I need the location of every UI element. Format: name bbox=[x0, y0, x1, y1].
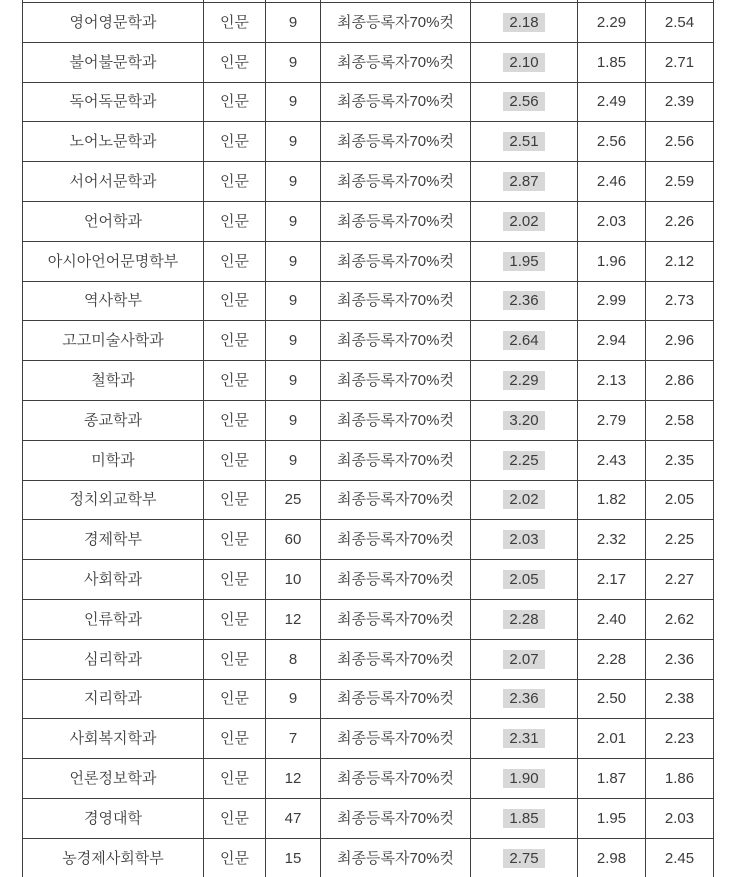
track-cell: 인문 bbox=[204, 122, 266, 162]
quota-cell: 12 bbox=[266, 599, 321, 639]
cut-cell bbox=[471, 361, 578, 401]
cut-highlight: 2.75 bbox=[503, 849, 544, 868]
table-row bbox=[23, 400, 714, 440]
score-b-cell: 1.82 bbox=[578, 480, 646, 520]
cut-cell bbox=[471, 798, 578, 838]
cut-highlight: 2.05 bbox=[503, 570, 544, 589]
score-b-cell: 1.87 bbox=[578, 759, 646, 799]
track-cell: 인문 bbox=[204, 759, 266, 799]
score-c-cell: 2.54 bbox=[646, 3, 714, 43]
quota-cell: 9 bbox=[266, 82, 321, 122]
department-cell: 지리학과 bbox=[23, 679, 204, 719]
criteria-cell: 최종등록자70%컷 bbox=[321, 838, 471, 877]
cut-cell bbox=[471, 281, 578, 321]
cut-cell bbox=[471, 759, 578, 799]
score-c-cell: 2.56 bbox=[646, 122, 714, 162]
score-c-cell: 2.25 bbox=[646, 520, 714, 560]
quota-cell: 9 bbox=[266, 440, 321, 480]
criteria-cell: 최종등록자70%컷 bbox=[321, 281, 471, 321]
quota-cell: 8 bbox=[266, 639, 321, 679]
cut-highlight: 2.28 bbox=[503, 610, 544, 629]
score-b-cell: 2.29 bbox=[578, 3, 646, 43]
table-row bbox=[23, 520, 714, 560]
quota-cell: 9 bbox=[266, 400, 321, 440]
track-cell: 인문 bbox=[204, 679, 266, 719]
track-cell: 인문 bbox=[204, 162, 266, 202]
department-cell: 노어노문학과 bbox=[23, 122, 204, 162]
score-c-cell: 2.62 bbox=[646, 599, 714, 639]
track-cell: 인문 bbox=[204, 798, 266, 838]
quota-cell: 15 bbox=[266, 838, 321, 877]
table-row bbox=[23, 759, 714, 799]
table-row bbox=[23, 679, 714, 719]
criteria-cell: 최종등록자70%컷 bbox=[321, 42, 471, 82]
admission-table-body bbox=[23, 0, 714, 877]
department-cell: 역사학부 bbox=[23, 281, 204, 321]
criteria-cell: 최종등록자70%컷 bbox=[321, 201, 471, 241]
cut-highlight: 2.64 bbox=[503, 331, 544, 350]
table-row bbox=[23, 321, 714, 361]
score-c-cell: 2.39 bbox=[646, 82, 714, 122]
quota-cell: 9 bbox=[266, 679, 321, 719]
score-b-cell: 2.50 bbox=[578, 679, 646, 719]
score-c-cell: 2.36 bbox=[646, 639, 714, 679]
score-c-cell: 2.12 bbox=[646, 241, 714, 281]
score-b-cell: 2.43 bbox=[578, 440, 646, 480]
track-cell: 인문 bbox=[204, 42, 266, 82]
score-c-cell: 2.35 bbox=[646, 440, 714, 480]
track-cell: 인문 bbox=[204, 560, 266, 600]
score-b-cell: 2.98 bbox=[578, 838, 646, 877]
cut-cell bbox=[471, 480, 578, 520]
score-c-cell: 2.59 bbox=[646, 162, 714, 202]
track-cell: 인문 bbox=[204, 281, 266, 321]
criteria-cell: 최종등록자70%컷 bbox=[321, 321, 471, 361]
score-b-cell: 2.79 bbox=[578, 400, 646, 440]
department-cell: 사회복지학과 bbox=[23, 719, 204, 759]
score-c-cell: 2.26 bbox=[646, 201, 714, 241]
criteria-cell: 최종등록자70%컷 bbox=[321, 599, 471, 639]
score-c-cell: 2.05 bbox=[646, 480, 714, 520]
score-b-cell: 2.17 bbox=[578, 560, 646, 600]
cut-highlight: 2.02 bbox=[503, 490, 544, 509]
cut-cell bbox=[471, 679, 578, 719]
cut-cell bbox=[471, 639, 578, 679]
department-cell: 언론정보학과 bbox=[23, 759, 204, 799]
quota-cell: 9 bbox=[266, 42, 321, 82]
cut-cell bbox=[471, 719, 578, 759]
quota-cell: 7 bbox=[266, 719, 321, 759]
cut-highlight: 2.07 bbox=[503, 650, 544, 669]
track-cell: 인문 bbox=[204, 440, 266, 480]
table-row bbox=[23, 42, 714, 82]
criteria-cell: 최종등록자70%컷 bbox=[321, 3, 471, 43]
table-row bbox=[23, 599, 714, 639]
department-cell: 고고미술사학과 bbox=[23, 321, 204, 361]
criteria-cell: 최종등록자70%컷 bbox=[321, 400, 471, 440]
criteria-cell: 최종등록자70%컷 bbox=[321, 560, 471, 600]
table-row bbox=[23, 560, 714, 600]
cut-highlight: 2.36 bbox=[503, 689, 544, 708]
quota-cell: 9 bbox=[266, 281, 321, 321]
score-b-cell: 2.03 bbox=[578, 201, 646, 241]
criteria-cell: 최종등록자70%컷 bbox=[321, 679, 471, 719]
score-b-cell: 2.28 bbox=[578, 639, 646, 679]
track-cell: 인문 bbox=[204, 599, 266, 639]
cut-cell bbox=[471, 241, 578, 281]
cut-cell bbox=[471, 82, 578, 122]
cut-highlight: 2.25 bbox=[503, 451, 544, 470]
cut-cell bbox=[471, 520, 578, 560]
cut-highlight: 3.20 bbox=[503, 411, 544, 430]
cut-cell bbox=[471, 162, 578, 202]
quota-cell: 47 bbox=[266, 798, 321, 838]
table-row bbox=[23, 719, 714, 759]
score-c-cell: 2.58 bbox=[646, 400, 714, 440]
cut-highlight: 2.03 bbox=[503, 530, 544, 549]
criteria-cell: 최종등록자70%컷 bbox=[321, 759, 471, 799]
cut-highlight: 2.29 bbox=[503, 371, 544, 390]
track-cell: 인문 bbox=[204, 241, 266, 281]
department-cell: 인류학과 bbox=[23, 599, 204, 639]
criteria-cell: 최종등록자70%컷 bbox=[321, 480, 471, 520]
score-c-cell: 2.23 bbox=[646, 719, 714, 759]
score-b-cell: 2.01 bbox=[578, 719, 646, 759]
table-row bbox=[23, 480, 714, 520]
table-row bbox=[23, 122, 714, 162]
criteria-cell: 최종등록자70%컷 bbox=[321, 361, 471, 401]
track-cell: 인문 bbox=[204, 838, 266, 877]
criteria-cell: 최종등록자70%컷 bbox=[321, 122, 471, 162]
quota-cell: 25 bbox=[266, 480, 321, 520]
criteria-cell: 최종등록자70%컷 bbox=[321, 639, 471, 679]
quota-cell: 9 bbox=[266, 241, 321, 281]
quota-cell: 9 bbox=[266, 201, 321, 241]
department-cell: 언어학과 bbox=[23, 201, 204, 241]
table-row bbox=[23, 162, 714, 202]
track-cell: 인문 bbox=[204, 201, 266, 241]
score-b-cell: 2.32 bbox=[578, 520, 646, 560]
cut-cell bbox=[471, 42, 578, 82]
table-row bbox=[23, 281, 714, 321]
track-cell: 인문 bbox=[204, 480, 266, 520]
department-cell: 심리학과 bbox=[23, 639, 204, 679]
cut-cell bbox=[471, 122, 578, 162]
department-cell: 경제학부 bbox=[23, 520, 204, 560]
cut-cell bbox=[471, 560, 578, 600]
criteria-cell: 최종등록자70%컷 bbox=[321, 719, 471, 759]
track-cell: 인문 bbox=[204, 82, 266, 122]
department-cell: 아시아언어문명학부 bbox=[23, 241, 204, 281]
department-cell: 미학과 bbox=[23, 440, 204, 480]
score-b-cell: 2.46 bbox=[578, 162, 646, 202]
cut-highlight: 2.36 bbox=[503, 291, 544, 310]
table-row bbox=[23, 838, 714, 877]
track-cell: 인문 bbox=[204, 3, 266, 43]
score-c-cell: 2.27 bbox=[646, 560, 714, 600]
score-b-cell: 2.13 bbox=[578, 361, 646, 401]
table-row bbox=[23, 82, 714, 122]
score-b-cell: 1.96 bbox=[578, 241, 646, 281]
track-cell: 인문 bbox=[204, 400, 266, 440]
score-c-cell: 2.71 bbox=[646, 42, 714, 82]
table-row bbox=[23, 798, 714, 838]
cut-highlight: 1.95 bbox=[503, 252, 544, 271]
department-cell: 사회학과 bbox=[23, 560, 204, 600]
department-cell: 불어불문학과 bbox=[23, 42, 204, 82]
cut-highlight: 2.87 bbox=[503, 172, 544, 191]
quota-cell: 9 bbox=[266, 162, 321, 202]
department-cell: 철학과 bbox=[23, 361, 204, 401]
criteria-cell: 최종등록자70%컷 bbox=[321, 241, 471, 281]
cut-cell bbox=[471, 400, 578, 440]
criteria-cell: 최종등록자70%컷 bbox=[321, 440, 471, 480]
table-row bbox=[23, 3, 714, 43]
table-row bbox=[23, 440, 714, 480]
quota-cell: 9 bbox=[266, 122, 321, 162]
track-cell: 인문 bbox=[204, 361, 266, 401]
cut-highlight: 1.85 bbox=[503, 809, 544, 828]
table-row bbox=[23, 241, 714, 281]
criteria-cell: 최종등록자70%컷 bbox=[321, 82, 471, 122]
quota-cell: 9 bbox=[266, 361, 321, 401]
track-cell: 인문 bbox=[204, 520, 266, 560]
department-cell: 농경제사회학부 bbox=[23, 838, 204, 877]
quota-cell: 10 bbox=[266, 560, 321, 600]
track-cell: 인문 bbox=[204, 719, 266, 759]
score-b-cell: 2.94 bbox=[578, 321, 646, 361]
department-cell: 서어서문학과 bbox=[23, 162, 204, 202]
department-cell: 영어영문학과 bbox=[23, 3, 204, 43]
score-b-cell: 2.56 bbox=[578, 122, 646, 162]
score-c-cell: 2.73 bbox=[646, 281, 714, 321]
quota-cell: 60 bbox=[266, 520, 321, 560]
score-c-cell: 1.86 bbox=[646, 759, 714, 799]
quota-cell: 9 bbox=[266, 3, 321, 43]
table-row bbox=[23, 201, 714, 241]
cut-highlight: 1.90 bbox=[503, 769, 544, 788]
quota-cell: 12 bbox=[266, 759, 321, 799]
score-c-cell: 2.86 bbox=[646, 361, 714, 401]
score-c-cell: 2.38 bbox=[646, 679, 714, 719]
criteria-cell: 최종등록자70%컷 bbox=[321, 162, 471, 202]
table-row bbox=[23, 361, 714, 401]
score-c-cell: 2.03 bbox=[646, 798, 714, 838]
cut-cell bbox=[471, 440, 578, 480]
cut-cell bbox=[471, 321, 578, 361]
cut-highlight: 2.02 bbox=[503, 212, 544, 231]
quota-cell: 9 bbox=[266, 321, 321, 361]
department-cell: 종교학과 bbox=[23, 400, 204, 440]
admission-table bbox=[22, 0, 714, 877]
track-cell: 인문 bbox=[204, 639, 266, 679]
score-b-cell: 1.95 bbox=[578, 798, 646, 838]
cut-highlight: 2.31 bbox=[503, 729, 544, 748]
cut-cell bbox=[471, 3, 578, 43]
cut-highlight: 2.10 bbox=[503, 53, 544, 72]
cut-cell bbox=[471, 838, 578, 877]
criteria-cell: 최종등록자70%컷 bbox=[321, 520, 471, 560]
cut-cell bbox=[471, 599, 578, 639]
score-c-cell: 2.45 bbox=[646, 838, 714, 877]
score-b-cell: 2.99 bbox=[578, 281, 646, 321]
cut-highlight: 2.18 bbox=[503, 13, 544, 32]
cut-highlight: 2.51 bbox=[503, 132, 544, 151]
department-cell: 경영대학 bbox=[23, 798, 204, 838]
department-cell: 독어독문학과 bbox=[23, 82, 204, 122]
score-b-cell: 1.85 bbox=[578, 42, 646, 82]
track-cell: 인문 bbox=[204, 321, 266, 361]
cut-highlight: 2.56 bbox=[503, 92, 544, 111]
score-b-cell: 2.40 bbox=[578, 599, 646, 639]
table-row bbox=[23, 639, 714, 679]
criteria-cell: 최종등록자70%컷 bbox=[321, 798, 471, 838]
cut-cell bbox=[471, 201, 578, 241]
department-cell: 정치외교학부 bbox=[23, 480, 204, 520]
score-c-cell: 2.96 bbox=[646, 321, 714, 361]
score-b-cell: 2.49 bbox=[578, 82, 646, 122]
